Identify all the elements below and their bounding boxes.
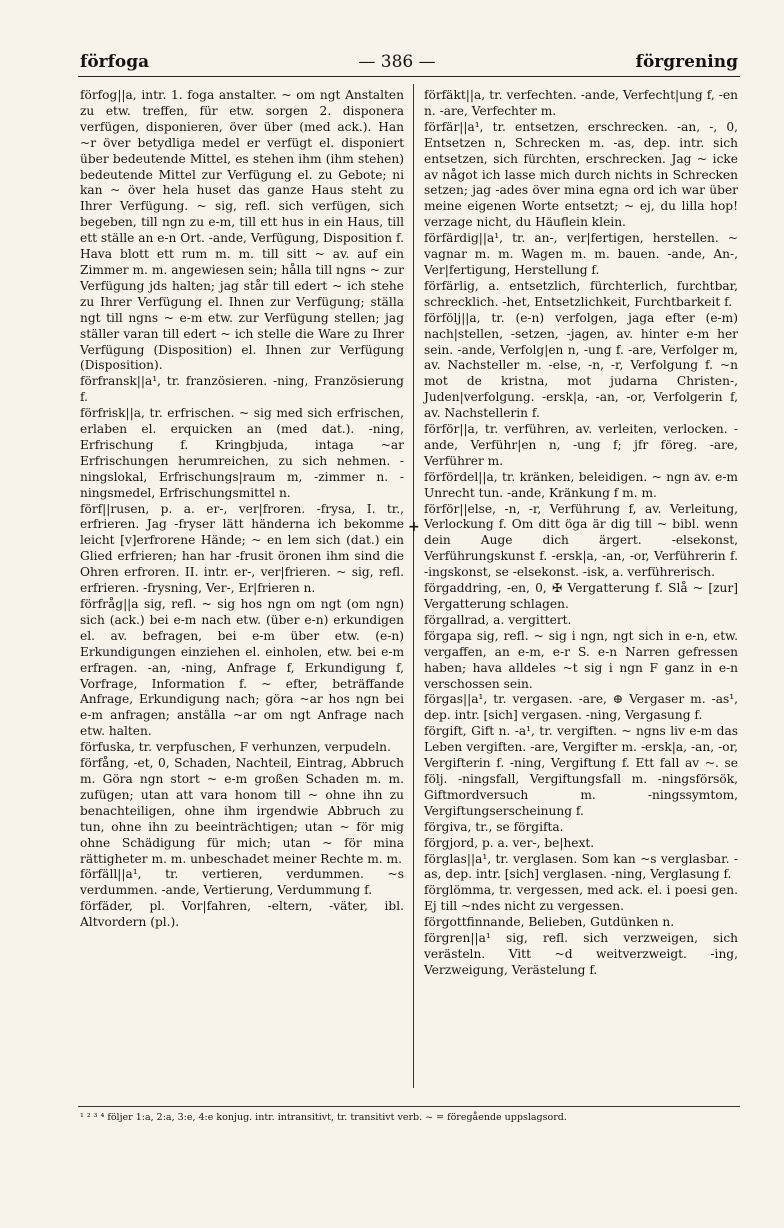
entry: förfär||a¹, tr. entsetzen, erschrecken. -an, -, 0, Entsetzen n, Schrecken m. -as, dep. intr. sich entsetzen, sich fürchten, erschrecken. Jag ~ icke av något ich lasse mich durch nichts in Schrecken setzen; jag -ades över mina egna ord ich war über meine eigenen Worte entsetzt; ~ ej, du lilla hop! verzage nicht, du Häuflein klein. [424, 119, 738, 230]
entry: förfång, -et, 0, Schaden, Nachteil, Eintrag, Abbruch m. Göra ngn stort ~ e-m großen Schaden m. m. zufügen; utan att vara honom till ~ ohne ihn zu benachteiligen, ohne ihm irgendwie Abbruch zu tun, ohne ihn zu beeinträchtigen; utan ~ för mig ohne Schädigung für mich; utan ~ för mina rättigheter m. m. unbeschadet meiner Rechte m. m. [80, 756, 404, 866]
entry: förglömma, tr. vergessen, med ack. el. i poesi gen. Ej till ~ndes nicht zu vergessen. [424, 883, 738, 914]
right-column [424, 88, 738, 979]
entry: förgottfinnande, Belieben, Gutdünken n. [424, 915, 675, 930]
entry: förglas||a¹, tr. verglasen. Som kan ~s verglasbar. -as, dep. intr. [sich] verglasen. -ning, Verglasung f. [424, 851, 738, 882]
entry: förgas||a¹, tr. vergasen. -are, ⊕ Vergaser m. -as¹, dep. intr. [sich] vergasen. -ning, Vergasung f. [424, 692, 738, 723]
entry: förfrisk||a, tr. erfrischen. ~ sig med sich erfrischen, erlaben el. erquicken an (med dat.). -ning, Erfrischung f. Kringbjuda, intaga ~ar Erfrischungen herumreichen, zu sich nehmen. -ningslokal, Erfrischungs|raum m, -zimmer n. -ningsmedel, Erfrischungsmittel n. [80, 406, 404, 500]
footer-rule [78, 1106, 740, 1107]
left-column [80, 88, 404, 931]
entry: förgiva, tr., se förgifta. [424, 819, 564, 834]
entry: förfäder, pl. Vor|fahren, -eltern, -väter, ibl. Altvordern (pl.). [80, 899, 404, 930]
entry: förfäkt||a, tr. verfechten. -ande, Verfecht|ung f, -en n. -are, Verfechter m. [424, 88, 738, 118]
entry: förgjord, p. a. ver-, be|hext. [424, 835, 595, 850]
entry: förfördel||a, tr. kränken, beleidigen. ~ ngn av. e-m Unrecht tun. -ande, Kränkung f m. m. [424, 469, 738, 500]
entry: förfuska, tr. verpfuschen, F verhunzen, verpudeln. [80, 740, 391, 755]
entry: förfärlig, a. entsetzlich, fürchterlich, furchtbar, schrecklich. -het, Entsetzlichkeit, Furchtbarkeit f. [424, 278, 738, 309]
entry: förfäll||a¹, tr. vertieren, verdummen. ~s verdummen. -ande, Vertierung, Verdummung f. [80, 867, 404, 898]
page-number: — 386 — [358, 52, 436, 72]
entry: förfog||a, intr. 1. foga anstalter. ~ om ngt Anstalten zu etw. treffen, für etw. sorgen 2. disponera verfügen, disponieren, över über (med ack.). Han ~r över betydliga medel er verfügt el. disponiert über bedeutende Mittel, es stehen ihm (ihm stehen) bedeutende Mittel zur Verfügung el. zu Gebote; ni kan ~ över hela huset das ganze Haus steht zu Ihrer Verfügung. ~ sig, refl. sich verfügen, sich begeben, till ngn zu e-m, till ett hus in ein Haus, till ett ställe an e-n Ort. -ande, Verfügung, Disposition f. Hava blott ett rum m. m. till sitt ~ av. auf ein Zimmer m. m. angewiesen sein; hålla till ngns ~ zur Verfügung jds halten; jag står till edert ~ ich stehe zu Ihrer Verfügung el. Ihnen zur Verfügung; ställa ngt till ngns ~ e-m etw. zur Verfügung stellen; jag ställer varan till edert ~ ich stelle die Ware zu Ihrer Verfügung (Disposition) el. Ihnen zur Verfügung (Disposition). [80, 88, 404, 373]
header-last-entry: förgrening [635, 52, 738, 72]
entry: förgren||a¹ sig, refl. sich verzweigen, sich verästeln. Vitt ~d weitverzweigt. -ing, Verzweigung, Verästelung f. [424, 931, 738, 977]
entry: förfölj||a, tr. (e-n) verfolgen, jaga efter (e-m) nach|stellen, -setzen, -jagen, av. hinter e-m her sein. -ande, Verfolg|en n, -ung f. -are, Verfolger m, av. Nachsteller m. -else, -n, -r, Verfolgung f. ~n mot de kristna, mot judarna Christen-, Juden|verfolgung. -ersk|a, -an, -or, Verfolgerin f, av. Nachstellerin f. [424, 310, 738, 421]
entry: förfråg||a sig, refl. ~ sig hos ngn om ngt (om ngn) sich (ack.) bei e-m nach etw. (über e-n) erkundigen el. av. befragen, bei e-m über etw. (e-n) Erkundigungen einziehen el. einholen, etw. bei e-m erfragen. -an, -ning, Anfrage f, Erkundigung f, Vorfrage, Information f. ~ efter, beträffande Anfrage, Erkundigung nach; göra ~ar hos ngn bei e-m anfragen; anställa ~ar om ngt Anfrage nach etw. halten. [80, 597, 404, 739]
entry: förgapa sig, refl. ~ sig i ngn, ngt sich in e-n, etw. vergaffen, an e-m, e-r S. e-n Narren gefressen haben; hava alldeles ~t sig i ngn F ganz in e-n verschossen sein. [424, 628, 738, 691]
header-first-entry: förfoga [80, 52, 150, 72]
entry: förgaddring, -en, 0, ✠ Vergatterung f. Slå ~ [zur] Vergatterung schlagen. [424, 581, 738, 611]
entry: förgift, Gift n. -a¹, tr. vergiften. ~ ngns liv e-m das Leben vergiften. -are, Vergifter m. -ersk|a, -an, -or, Vergifterin f. -ning, Vergiftung f. Ett fall av ~. se följ. -ningsfall, Vergiftungsfall m. -ningsförsök, Giftmordversuch m. -ningssymtom, Vergiftungserscheinung f. [424, 724, 738, 818]
entry: förfransk||a¹, tr. französieren. -ning, Französierung f. [80, 374, 404, 405]
column-divider [413, 84, 414, 1088]
entry: förgallrad, a. vergittert. [424, 612, 572, 627]
entry: förför||else, -n, -r, Verführung f, av. Verleitung, Verlockung f. Om ditt öga är dig till ~ bibl. wenn dein Auge dich ärgert. -elsekonst, Verführungskunst f. -ersk|a, -an, -or, Verführerin f. -ingskonst, se -elsekonst. -isk, a. verführerisch. [424, 501, 738, 580]
abbreviation-footnote: ¹ ² ³ ⁴ följer 1:a, 2:a, 3:e, 4:e konjug. intr. intransitivt, tr. transitivt verb. ~ = föregående uppslagsord. [80, 1112, 567, 1123]
entry: förför||a, tr. verführen, av. verleiten, verlocken. -ande, Verführ|en n, -ung f; jfr föreg. -are, Verführer m. [424, 422, 738, 468]
entry: förfärdig||a¹, tr. an-, ver|fertigen, herstellen. ~ vagnar m. m. Wagen m. m. bauen. -ande, An-, Ver|fertigung, Herstellung f. [424, 231, 738, 277]
margin-plus-mark: + [408, 519, 420, 535]
entry: förf||rusen, p. a. er-, ver|froren. -frysa, I. tr., erfrieren. Jag -fryser lätt händerna ich bekomme leicht [v]erfrorene Hände; ~ en lem sich (dat.) ein Glied erfrieren; han har -frusit öronen ihm sind die Ohren erfroren. II. intr. er-, ver|frieren. ~ sig, refl. erfrieren. -frysning, Ver-, Er|frieren n. [80, 501, 404, 596]
header-rule [78, 76, 740, 77]
